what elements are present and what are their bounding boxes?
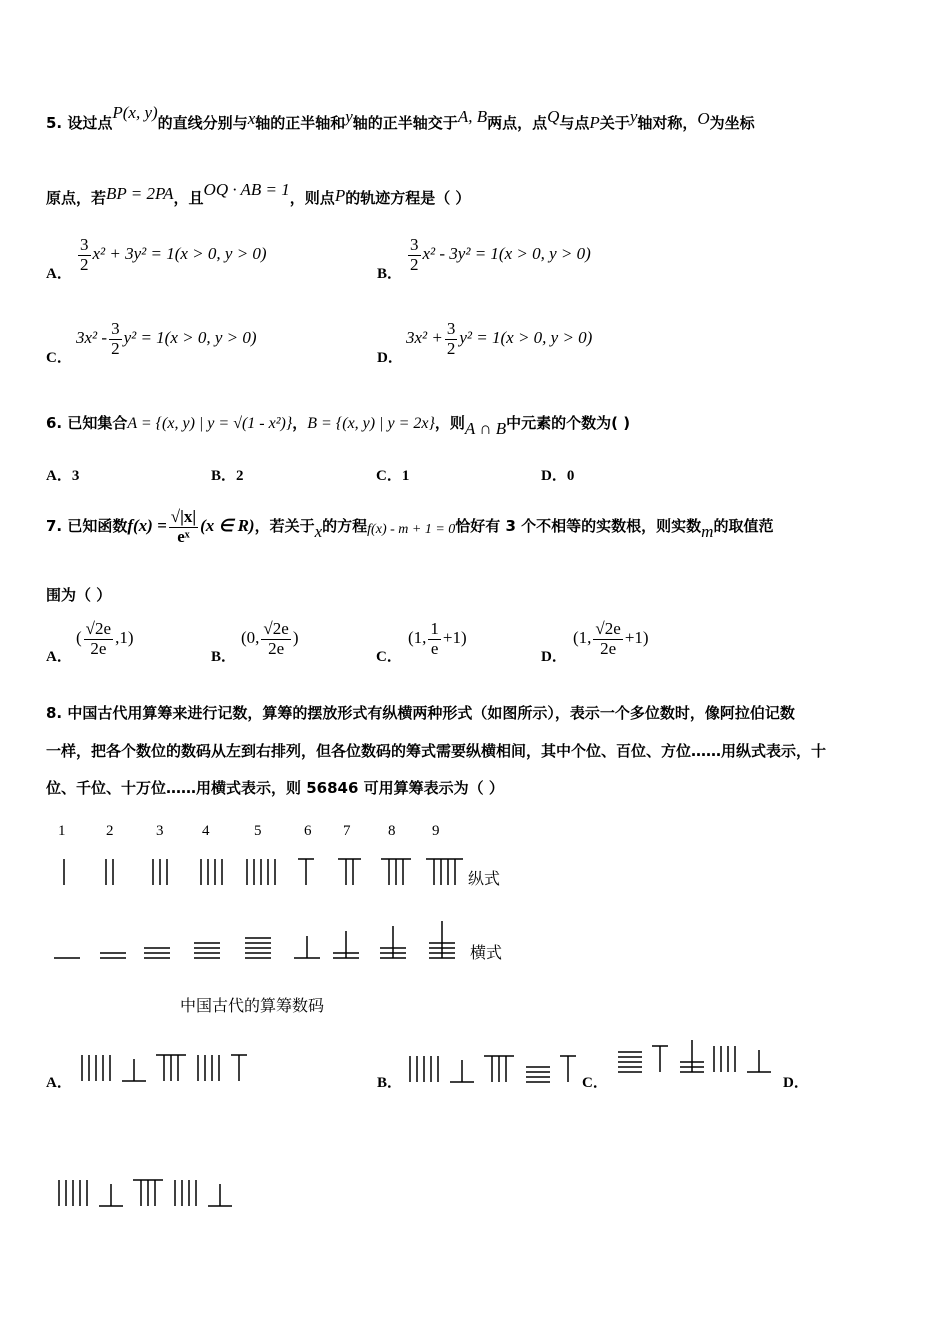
q7-option-b-formula[interactable]: (0, $\frac{√2e}{2e}$ ) [241,619,299,658]
q8-option-d-label[interactable]: D． [783,1075,809,1091]
rod-digit-label-5: 5 [254,823,262,839]
vertical-form-label: 纵式 [468,869,501,888]
q5-option-b-formula[interactable]: $\frac{3}{2}$ x² - 3y² = 1(x > 0, y > 0) [410,235,591,274]
q5-option-b-label[interactable]: B． [377,266,403,282]
rod-digit-label-1: 1 [58,823,66,839]
rod-digit-label-6: 6 [304,823,312,839]
q7-option-c-formula[interactable]: (1, $\frac{1}{e}$ +1) [408,619,467,658]
q7-option-d-formula[interactable]: (1, $\frac{√2e}{2e}$ +1) [573,619,649,658]
q6-option-b[interactable]: B．2 [211,468,244,484]
q8-option-c-label[interactable]: C． [582,1075,608,1091]
rod-digit-label-2: 2 [106,823,114,839]
q5-option-d-formula[interactable]: 3x² + $\frac{3}{2}$ y² = 1(x > 0, y > 0) [406,319,593,358]
q8-line2: 一样，把各个数位的数码从左到右排列，但各位数码的筹式需要纵横相间，其中个位、百位、方位……用纵式表示，十 [46,742,827,760]
q5-line1: 5. 设过点P(x, y)的直线分别与x轴的正半轴和y轴的正半轴交于A, B两点，点Q与点P关于y轴对称，O为坐标 [46,103,755,132]
rod-digit-label-3: 3 [156,823,164,839]
q6-option-d[interactable]: D．0 [541,468,575,484]
q7-line2: 围为（ ） [46,586,112,604]
q5-option-c-label[interactable]: C． [46,350,72,366]
q8-line1: 8. 中国古代用算筹来进行记数，算筹的摆放形式有纵横两种形式（如图所示），表示一个多位数时，像阿拉伯记数 [46,704,795,722]
q8-option-b-label[interactable]: B． [377,1075,403,1091]
figure-caption: 中国古代的算筹数码 [180,996,325,1015]
q8-line3: 位、千位、十万位……用横式表示，则 56846 可用算筹表示为（ ） [46,779,504,797]
rod-digit-label-8: 8 [388,823,396,839]
q8-option-a-label[interactable]: A． [46,1075,72,1091]
q6-line1: 6. 已知集合A = {(x, y) | y = √(1 - x²)}，B = {(x, y) | y = 2x}，则A ∩ B中元素的个数为( ) [46,414,631,438]
q7-line1: 7. 已知函数f(x) = $\frac{√|x|}{\text{eˣ}}$ (x ∈ R)，若关于x的方程f(x) - m + 1 = 0恰好有 3 个不相等的实数根，则实数m的取值范 [46,507,774,546]
q5-option-a-formula[interactable]: $\frac{3}{2}$ x² + 3y² = 1(x > 0, y > 0) [80,235,267,274]
q5-option-c-formula[interactable]: 3x² - $\frac{3}{2}$ y² = 1(x > 0, y > 0) [76,319,257,358]
horizontal-form-label: 横式 [470,943,503,962]
q5-option-a-label[interactable]: A． [46,266,72,282]
q7-option-b-label[interactable]: B． [211,649,237,665]
q7-option-a-formula[interactable]: ( $\frac{√2e}{2e}$ ,1) [76,619,134,658]
q5-line2: 原点，若BP = 2PA，且OQ · AB = 1，则点P的轨迹方程是（ ） [46,180,471,207]
q5-option-d-label[interactable]: D． [377,350,403,366]
rod-digit-label-4: 4 [202,823,210,839]
q7-option-d-label[interactable]: D． [541,649,567,665]
q6-option-a[interactable]: A．3 [46,468,80,484]
rod-digit-label-9: 9 [432,823,440,839]
q7-option-a-label[interactable]: A． [46,649,72,665]
q6-option-c[interactable]: C．1 [376,468,410,484]
rod-digit-label-7: 7 [343,823,351,839]
q7-option-c-label[interactable]: C． [376,649,402,665]
